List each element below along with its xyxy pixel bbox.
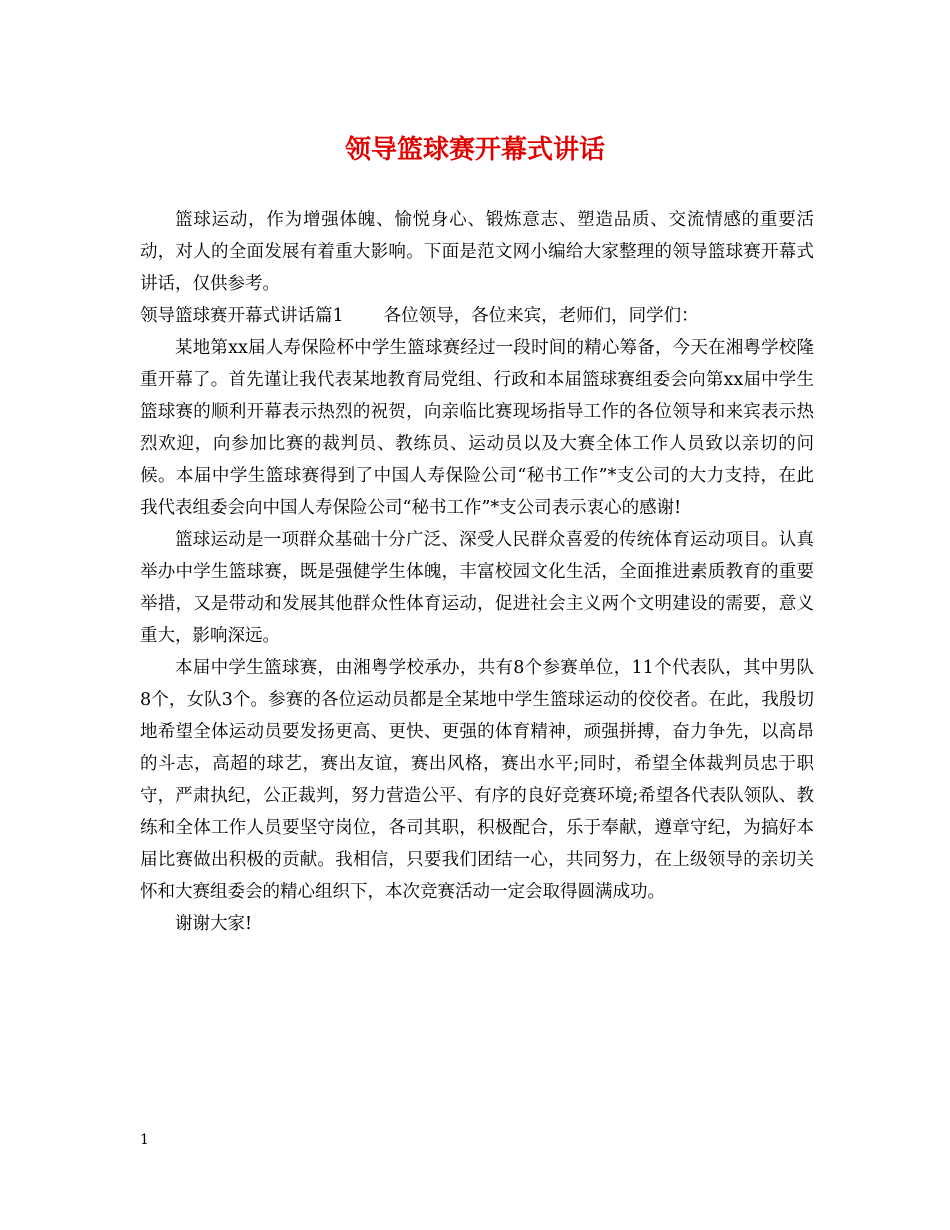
section-heading-line [140, 300, 814, 332]
body-paragraph-2: 篮球运动是一项群众基础十分广泛、深受人民群众喜爱的传统体育运动项目。认真举办中学生篮球赛，既是强健学生体魄，丰富校园文化生活，全面推进素质教育的重要举措，又是带动和发展其他群众性体育运动，促进社会主义两个文明建设的需要，意义重大，影响深远。 [140, 530, 814, 646]
body-paragraph-1: 某地第xx届人寿保险杯中学生篮球赛经过一段时间的精心筹备，今天在湘粤学校隆重开幕了。首先谨让我代表某地教育局党组、行政和本届篮球赛组委会向第xx届中学生篮球赛的顺利开幕表示热烈的祝贺，向亲临比赛现场指导工作的各位领导和来宾表示热烈欢迎，向参加比赛的裁判员、教练员、运动员以及大赛全体工作人员致以亲切的问候。本届中学生篮球赛得到了中国人寿保险公司“秘书工作”*支公司的大力支持，在此我代表组委会向中国人寿保险公司“秘书工作”*支公司表示衷心的感谢! [140, 338, 814, 518]
page-number: 1 [140, 1132, 149, 1148]
section-heading: 领导篮球赛开幕式讲话篇1 [140, 306, 344, 326]
intro-paragraph: 篮球运动，作为增强体魄、愉悦身心、锻炼意志、塑造品质、交流情感的重要活动，对人的全面发展有着重大影响。下面是范文网小编给大家整理的领导篮球赛开幕式讲话，仅供参考。 [140, 210, 814, 294]
body-paragraph-3: 本届中学生篮球赛，由湘粤学校承办，共有8个参赛单位，11个代表队，其中男队8个，女队3个。参赛的各位运动员都是全某地中学生篮球运动的佼佼者。在此，我殷切地希望全体运动员要发扬更高、更快、更强的体育精神，顽强拼搏，奋力争先，以高昂的斗志，高超的球艺，赛出友谊，赛出风格，赛出水平;同时，希望全体裁判员忠于职守，严肃执纪，公正裁判，努力营造公平、有序的良好竞赛环境;希望各代表队领队、教练和全体工作人员要坚守岗位，各司其职，积极配合，乐于奉献，遵章守纪，为搞好本届比赛做出积极的贡献。我相信，只要我们团结一心，共同努力，在上级领导的亲切关怀和大赛组委会的精心组织下，本次竞赛活动一定会取得圆满成功。 [140, 658, 814, 902]
salutation: 各位领导，各位来宾，老师们，同学们： [383, 306, 699, 326]
document-body [140, 204, 814, 940]
document-title: 领导篮球赛开幕式讲话 [344, 135, 605, 165]
closing-line: 谢谢大家! [175, 914, 253, 934]
